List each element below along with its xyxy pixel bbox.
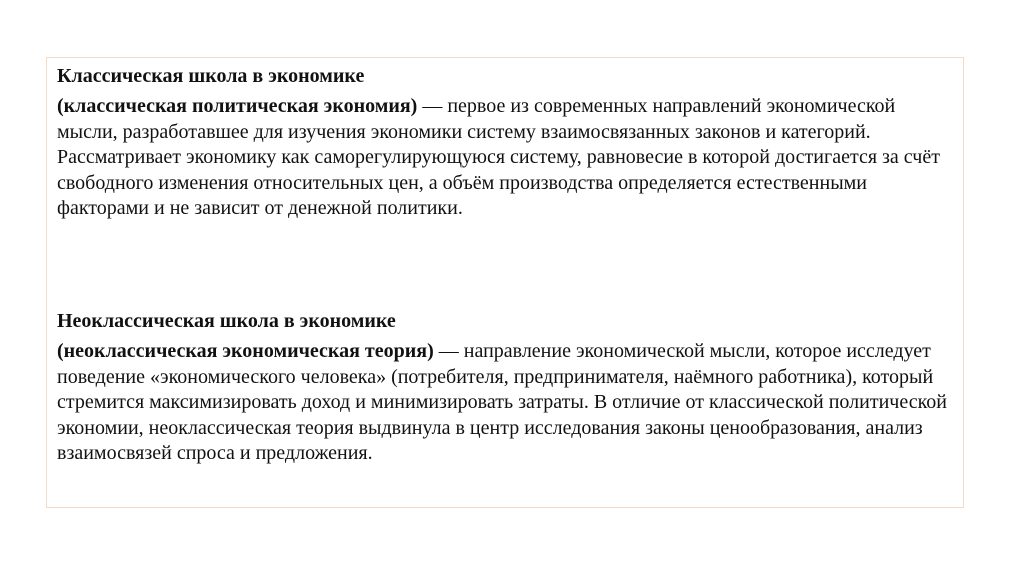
neoclassical-school-definition: — направление экономической мысли, которое исследует поведение «экономического человека» (потребителя, предпринимателя, наёмного работника), который стремится максимизировать доход и минимизировать затраты. В отличие от классической политической экономии, неоклассическая теория выдвинула в центр исследования законы ценообразования, анализ взаимосвязей спроса и предложения. xyxy=(57,340,947,464)
classical-school-term: (классическая политическая экономия) xyxy=(57,95,418,117)
neoclassical-school-section xyxy=(57,309,957,467)
classical-school-definition: — первое из современных направлений экономической мысли, разработавшее для изучения экономики систему взаимосвязанных законов и категорий. Рассматривает экономику как саморегулирующуюся систему, равновесие в которой достигается за счёт свободного изменения относительных цен, а объём производства определяется естественными факторами и не зависит от денежной политики. xyxy=(57,95,940,219)
classical-school-paragraph xyxy=(57,94,957,222)
classical-school-section xyxy=(57,64,957,222)
neoclassical-school-term: (неоклассическая экономическая теория) xyxy=(57,340,434,362)
neoclassical-school-heading: Неоклассическая школа в экономике xyxy=(57,310,396,332)
classical-school-heading: Классическая школа в экономике xyxy=(57,65,365,87)
neoclassical-school-paragraph xyxy=(57,339,957,467)
content-box xyxy=(46,57,964,508)
